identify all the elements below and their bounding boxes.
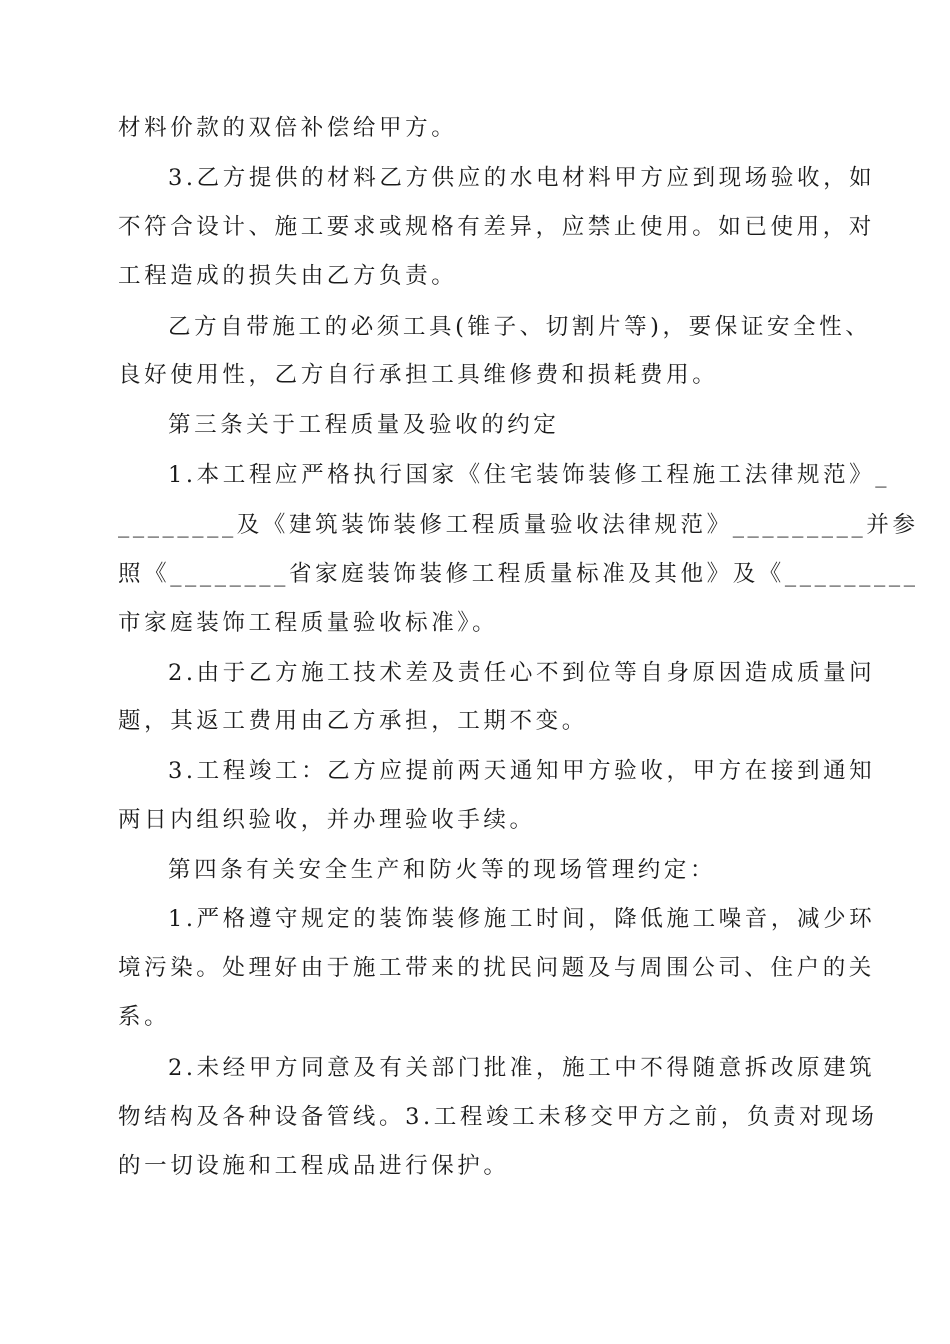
- section-heading: 第四条有关安全生产和防火等的现场管理约定：: [168, 857, 717, 883]
- text-line: 不符合设计、施工要求或规格有差异，应禁止使用。如已使用，对: [118, 214, 875, 240]
- text-line: 3.工程竣工：乙方应提前两天通知甲方验收，甲方在接到通知: [168, 758, 876, 784]
- text-line: 良好使用性，乙方自行承担工具维修费和损耗费用。: [118, 362, 719, 388]
- text-line: 两日内组织验收，并办理验收手续。: [118, 807, 536, 833]
- text-line: 2.未经甲方同意及有关部门批准，施工中不得随意拆改原建筑: [168, 1055, 876, 1081]
- text-line: 1.严格遵守规定的装饰装修施工时间，降低施工噪音，减少环: [168, 906, 876, 932]
- text-line: 市家庭装饰工程质量验收标准》。: [118, 610, 499, 636]
- text-line: 2.由于乙方施工技术差及责任心不到位等自身原因造成质量问: [168, 660, 876, 686]
- text-line: 系。: [118, 1004, 171, 1030]
- text-line: 3.乙方提供的材料乙方供应的水电材料甲方应到现场验收，如: [168, 165, 876, 191]
- text-line: ________及《建筑装饰装修工程质量验收法律规范》_________并参: [118, 512, 919, 538]
- text-line: 境污染。处理好由于施工带来的扰民问题及与周围公司、住户的关: [118, 955, 875, 981]
- text-line: 的一切设施和工程成品进行保护。: [118, 1153, 510, 1179]
- text-line: 物结构及各种设备管线。3.工程竣工未移交甲方之前，负责对现场: [118, 1104, 878, 1130]
- text-line: 1.本工程应严格执行国家《住宅装饰装修工程施工法律规范》_: [168, 462, 891, 488]
- text-line: 题，其返工费用由乙方承担，工期不变。: [118, 708, 588, 734]
- section-heading: 第三条关于工程质量及验收的约定: [168, 412, 560, 438]
- text-line: 工程造成的损失由乙方负责。: [118, 263, 458, 289]
- text-line: 乙方自带施工的必须工具(锥子、切割片等)，要保证安全性、: [168, 314, 872, 340]
- text-line: 材料价款的双倍补偿给甲方。: [118, 115, 458, 141]
- text-line: 照《________省家庭装饰装修工程质量标准及其他》及《_________: [118, 561, 919, 587]
